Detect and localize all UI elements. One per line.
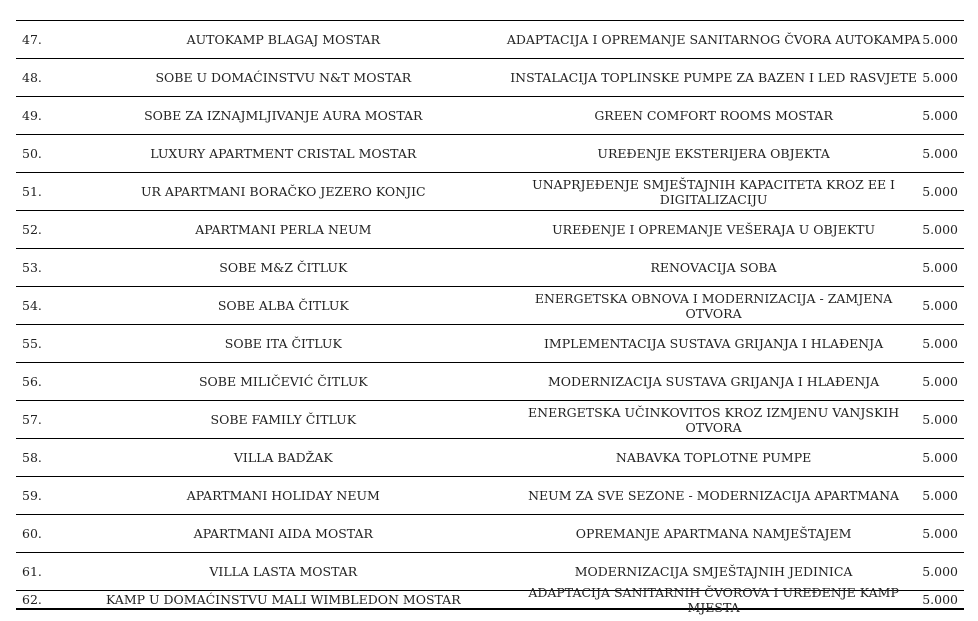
row-number: 58.: [22, 450, 42, 465]
project-title: ADAPTACIJA SANITARNIH ČVOROVA I UREĐENJE KAMP MJESTA: [528, 584, 899, 615]
project-title: ENERGETSKA OBNOVA I MODERNIZACIJA - ZAMJENA OTVORA: [534, 290, 893, 321]
project-title: GREEN COMFORT ROOMS MOSTAR: [594, 108, 833, 123]
table-row: [16, 515, 964, 553]
row-number: 57.: [22, 412, 42, 427]
beneficiary-name: SOBE ZA IZNAJMLJIVANJE AURA MOSTAR: [144, 108, 423, 123]
grant-amount: 5.000: [922, 564, 959, 579]
project-title: MODERNIZACIJA SMJEŠTAJNIH JEDINICA: [574, 564, 853, 579]
grant-amount: 5.000: [922, 488, 959, 503]
beneficiary-name: APARTMANI PERLA NEUM: [195, 222, 372, 237]
beneficiary-name: APARTMANI HOLIDAY NEUM: [186, 488, 380, 503]
beneficiary-name: SOBE ALBA ČITLUK: [217, 298, 349, 313]
grant-amount: 5.000: [922, 526, 959, 541]
project-title: INSTALACIJA TOPLINSKE PUMPE ZA BAZEN I LED RASVJETE: [510, 70, 917, 85]
grant-amount: 5.000: [922, 146, 959, 161]
beneficiary-name: SOBE U DOMAĆINSTVU N&T MOSTAR: [155, 70, 412, 85]
grant-amount: 5.000: [922, 412, 959, 427]
project-title: IMPLEMENTACIJA SUSTAVA GRIJANJA I HLAĐENJA: [543, 336, 884, 351]
grants-table: [16, 20, 964, 615]
table-row: [16, 584, 964, 615]
project-title: ENERGETSKA UČINKOVITOS KROZ IZMJENU VANJSKIH OTVORA: [528, 404, 900, 435]
project-title: OPREMANJE APARTMANA NAMJEŠTAJEM: [575, 526, 852, 541]
grant-amount: 5.000: [922, 298, 959, 313]
table-row: [16, 59, 964, 97]
row-number: 62.: [22, 592, 42, 607]
row-number: 53.: [22, 260, 42, 275]
grant-amount: 5.000: [922, 592, 959, 607]
grant-amount: 5.000: [922, 260, 959, 275]
row-number: 48.: [22, 70, 42, 85]
table-row: [16, 173, 964, 211]
beneficiary-name: VILLA BADŽAK: [233, 450, 333, 465]
row-number: 47.: [22, 32, 42, 47]
row-number: 59.: [22, 488, 42, 503]
table-row: [16, 135, 964, 173]
grant-amount: 5.000: [922, 374, 959, 389]
grant-amount: 5.000: [922, 108, 959, 123]
project-title: UNAPRJEĐENJE SMJEŠTAJNIH KAPACITETA KROZ EE I DIGITALIZACIJU: [532, 176, 895, 207]
beneficiary-name: VILLA LASTA MOSTAR: [209, 564, 358, 579]
row-number: 61.: [22, 564, 42, 579]
table-row: [16, 211, 964, 249]
grant-amount: 5.000: [922, 70, 959, 85]
row-number: 54.: [22, 298, 42, 313]
row-number: 60.: [22, 526, 42, 541]
beneficiary-name: SOBE ITA ČITLUK: [224, 336, 342, 351]
grant-amount: 5.000: [922, 450, 959, 465]
beneficiary-name: APARTMANI AIDA MOSTAR: [193, 526, 373, 541]
table-row: [16, 439, 964, 477]
table-row: [16, 325, 964, 363]
project-title: NEUM ZA SVE SEZONE - MODERNIZACIJA APARTMANA: [528, 488, 900, 503]
table-row: [16, 363, 964, 401]
grant-amount: 5.000: [922, 336, 959, 351]
grant-amount: 5.000: [922, 222, 959, 237]
beneficiary-name: LUXURY APARTMENT CRISTAL MOSTAR: [150, 146, 417, 161]
table-row: [16, 401, 964, 439]
beneficiary-name: SOBE M&Z ČITLUK: [219, 260, 348, 275]
project-title: RENOVACIJA SOBA: [650, 260, 777, 275]
table-row: [16, 287, 964, 325]
beneficiary-name: KAMP U DOMAĆINSTVU MALI WIMBLEDON MOSTAR: [105, 592, 461, 607]
project-title: NABAVKA TOPLOTNE PUMPE: [615, 450, 812, 465]
project-title: UREĐENJE I OPREMANJE VEŠERAJA U OBJEKTU: [552, 222, 876, 237]
row-number: 51.: [22, 184, 42, 199]
project-title: ADAPTACIJA I OPREMANJE SANITARNOG ČVORA AUTOKAMPA: [506, 32, 921, 47]
table-row: [16, 477, 964, 515]
beneficiary-name: SOBE FAMILY ČITLUK: [210, 412, 357, 427]
row-number: 55.: [22, 336, 42, 351]
table-row: [16, 97, 964, 135]
row-number: 49.: [22, 108, 42, 123]
grant-amount: 5.000: [922, 184, 959, 199]
row-number: 56.: [22, 374, 42, 389]
beneficiary-name: SOBE MILIČEVIĆ ČITLUK: [198, 374, 368, 389]
beneficiary-name: UR APARTMANI BORAČKO JEZERO KONJIC: [140, 184, 426, 199]
row-number: 52.: [22, 222, 42, 237]
table-row: [16, 249, 964, 287]
grant-amount: 5.000: [922, 32, 959, 47]
row-number: 50.: [22, 146, 42, 161]
table-row: [16, 21, 964, 59]
project-title: MODERNIZACIJA SUSTAVA GRIJANJA I HLAĐENJA: [547, 374, 880, 389]
project-title: UREĐENJE EKSTERIJERA OBJEKTA: [597, 146, 830, 161]
beneficiary-name: AUTOKAMP BLAGAJ MOSTAR: [186, 32, 380, 47]
